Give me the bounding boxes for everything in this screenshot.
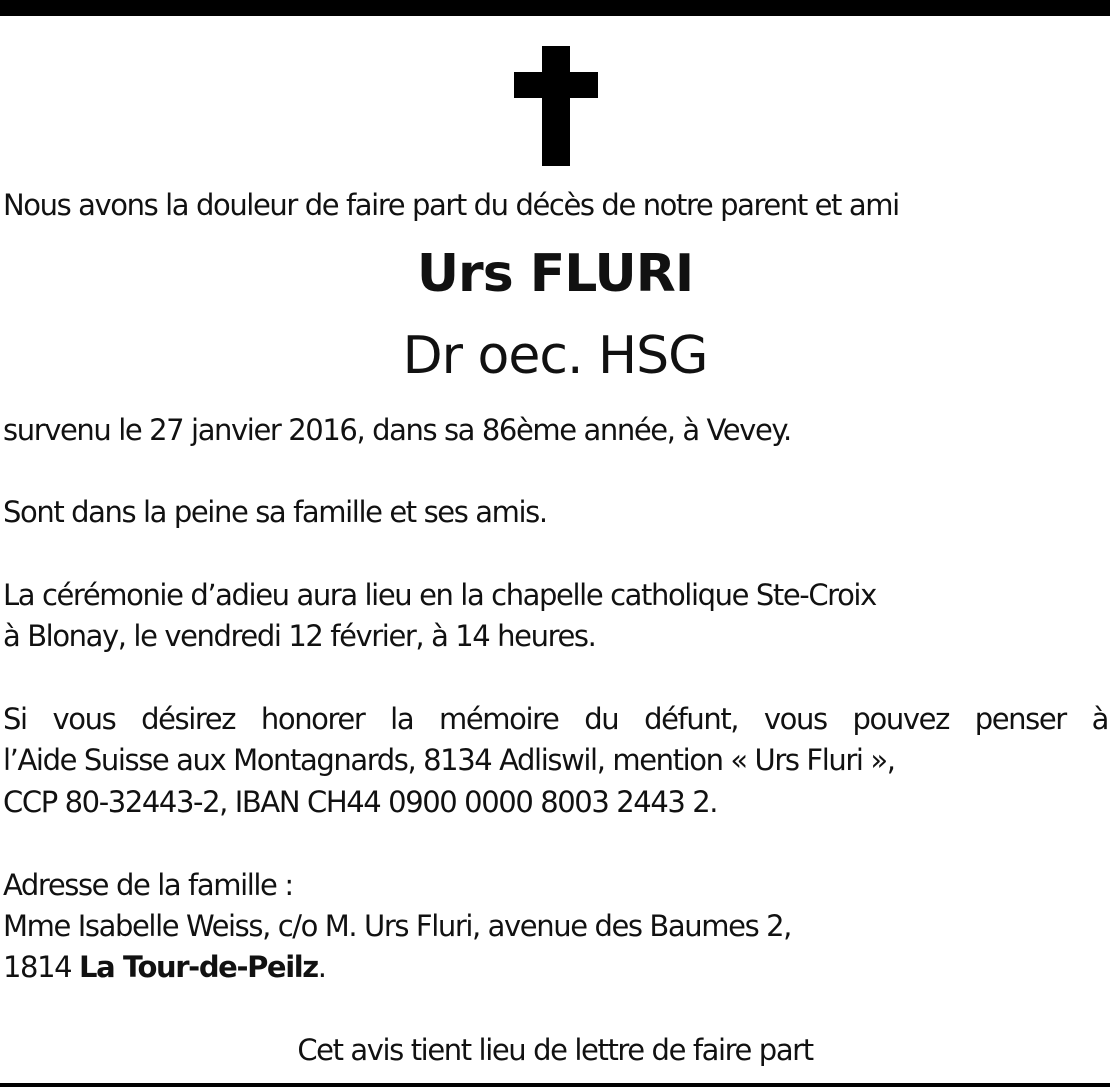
donation-line-3: CCP 80-32443-2, IBAN CH44 0900 0000 8003 2443 2.	[3, 785, 718, 819]
donation-line-2: l’Aide Suisse aux Montagnards, 8134 Adliswil, mention « Urs Fluri »,	[3, 743, 895, 777]
footer-note: Cet avis tient lieu de lettre de faire part	[297, 1033, 813, 1067]
deceased-name: Urs FLURI	[416, 244, 694, 304]
grief-line: Sont dans la peine sa famille et ses amis.	[3, 495, 547, 529]
address-label: Adresse de la famille :	[3, 868, 293, 902]
address-postcode: 1814	[3, 950, 72, 984]
cross-icon	[514, 46, 598, 166]
bottom-border	[0, 1083, 1110, 1087]
address-period: .	[317, 950, 326, 984]
address-line: Mme Isabelle Weiss, c/o M. Urs Fluri, avenue des Baumes 2,	[3, 909, 791, 943]
top-border	[0, 0, 1110, 16]
ceremony-line-1: La cérémonie d’adieu aura lieu en la chapelle catholique Ste-Croix	[3, 578, 876, 612]
ceremony-line-2: à Blonay, le vendredi 12 février, à 14 heures.	[3, 619, 596, 653]
address-city: La Tour-de-Peilz	[79, 950, 318, 984]
address-city-line	[3, 947, 326, 987]
intro-text: Nous avons la douleur de faire part du décès de notre parent et ami	[3, 188, 899, 222]
death-notice-line: survenu le 27 janvier 2016, dans sa 86ème année, à Vevey.	[3, 413, 791, 447]
donation-line-1: Si vous désirez honorer la mémoire du défunt, vous pouvez penser à	[3, 702, 1108, 736]
deceased-title: Dr oec. HSG	[402, 326, 708, 386]
